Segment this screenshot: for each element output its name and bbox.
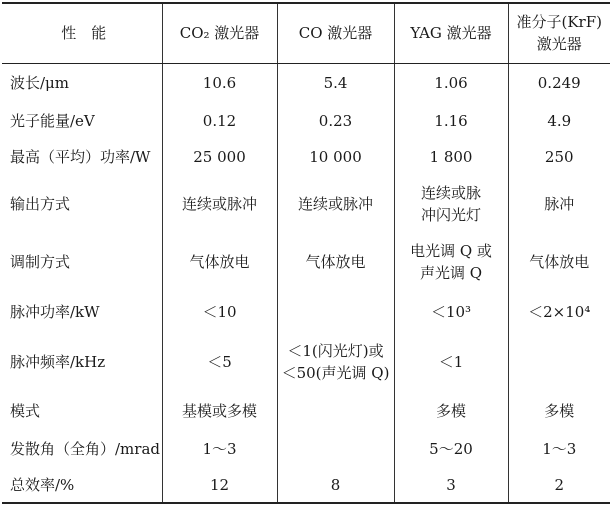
header-co-laser: CO 激光器: [277, 3, 394, 63]
table-row-max-power: [2, 139, 610, 175]
row-label: 波长/μm: [10, 74, 70, 93]
cell-co2: 10.6: [162, 63, 277, 103]
cell-co: 0.23: [277, 103, 394, 139]
table-row-divergence: [2, 431, 610, 467]
cell-co: 5.4: [277, 63, 394, 103]
row-label: 模式: [10, 402, 41, 420]
cell-excimer: 4.9: [508, 103, 610, 139]
row-label: 光子能量/eV: [10, 112, 95, 130]
header-excimer-laser: [508, 3, 610, 63]
cell-yag-line2: 声光调 Q: [419, 264, 483, 282]
table-row-efficiency: [2, 467, 610, 503]
row-label: 脉冲频率/kHz: [10, 353, 106, 371]
header-excimer-line1: 准分子(KrF): [516, 13, 602, 32]
cell-excimer: ＜2×10⁴: [508, 291, 610, 333]
row-label: 调制方式: [10, 253, 71, 271]
cell-co: [277, 391, 394, 431]
cell-co: [277, 431, 394, 467]
table-header-row: [2, 3, 610, 63]
cell-co: 10 000: [277, 139, 394, 175]
table-row-output-mode: [2, 175, 610, 233]
cell-co2: 基模或多模: [162, 391, 277, 431]
cell-excimer: 2: [508, 467, 610, 503]
cell-co: [277, 333, 394, 391]
laser-properties-table: [2, 2, 610, 504]
cell-co2: 气体放电: [162, 233, 277, 291]
cell-excimer: 250: [508, 139, 610, 175]
row-label: 总效率/%: [10, 475, 75, 494]
cell-yag: [394, 175, 508, 233]
cell-co-line2: ＜50(声光调 Q): [281, 364, 390, 382]
header-excimer-line2: 激光器: [536, 35, 582, 54]
cell-excimer: 0.249: [508, 63, 610, 103]
header-property: 性 能: [2, 3, 162, 63]
cell-co2: 25 000: [162, 139, 277, 175]
header-co2-laser: CO₂ 激光器: [162, 3, 277, 63]
cell-co2: 0.12: [162, 103, 277, 139]
cell-co: 8: [277, 467, 394, 503]
cell-yag: 1.16: [394, 103, 508, 139]
table-row-pulse-frequency: [2, 333, 610, 391]
cell-yag: 5～20: [394, 431, 508, 467]
row-label: 输出方式: [10, 195, 71, 213]
cell-excimer: 脉冲: [508, 175, 610, 233]
cell-co2: 1～3: [162, 431, 277, 467]
cell-yag: ＜10³: [394, 291, 508, 333]
table-row-photon-energy: [2, 103, 610, 139]
cell-co: 气体放电: [277, 233, 394, 291]
cell-yag-line1: 连续或脉: [420, 184, 481, 202]
header-yag-laser: YAG 激光器: [394, 3, 508, 63]
cell-yag: 3: [394, 467, 508, 503]
row-label: 最高（平均）功率/W: [10, 148, 151, 166]
cell-excimer: [508, 333, 610, 391]
cell-yag: ＜1: [394, 333, 508, 391]
table-row-pulse-power: [2, 291, 610, 333]
cell-yag: [394, 233, 508, 291]
cell-yag-line1: 电光调 Q 或: [410, 242, 492, 260]
cell-yag: 1.06: [394, 63, 508, 103]
cell-co2: ＜10: [162, 291, 277, 333]
row-label: 发散角（全角）/mrad: [10, 440, 160, 458]
cell-co-line1: ＜1(闪光灯)或: [287, 342, 384, 360]
cell-co2: ＜5: [162, 333, 277, 391]
cell-excimer: 1～3: [508, 431, 610, 467]
table-row-wavelength: [2, 63, 610, 103]
cell-co: [277, 291, 394, 333]
row-label: 脉冲功率/kW: [10, 303, 100, 321]
cell-excimer: 多模: [508, 391, 610, 431]
cell-yag: 多模: [394, 391, 508, 431]
table-row-mode: [2, 391, 610, 431]
cell-co: 连续或脉冲: [277, 175, 394, 233]
table-row-modulation: [2, 233, 610, 291]
cell-yag-line2: 冲闪光灯: [420, 206, 481, 224]
cell-co2: 12: [162, 467, 277, 503]
cell-co2: 连续或脉冲: [162, 175, 277, 233]
cell-excimer: 气体放电: [508, 233, 610, 291]
cell-yag: 1 800: [394, 139, 508, 175]
